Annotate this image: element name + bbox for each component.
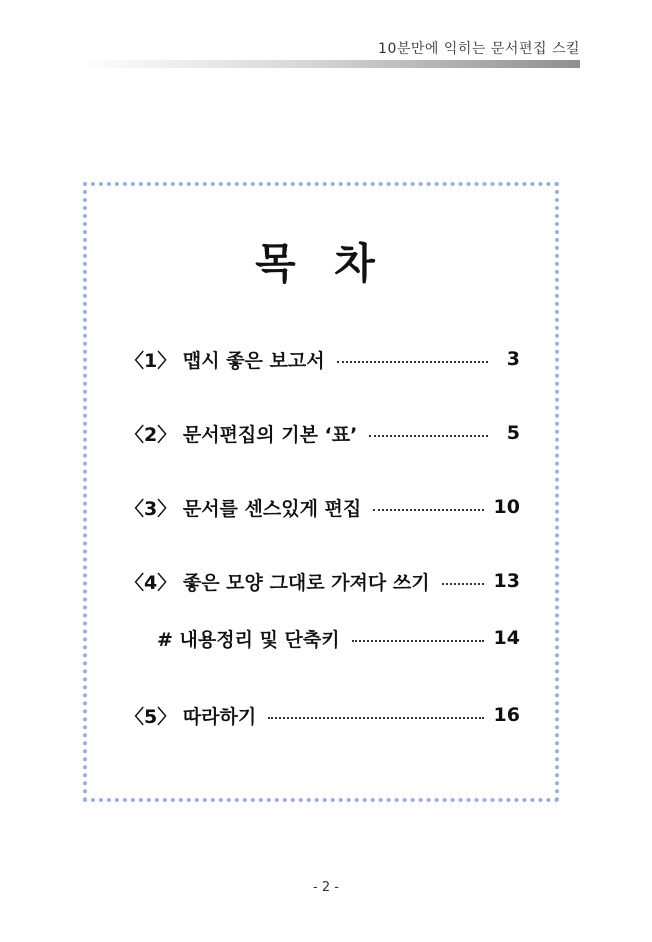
- toc-entry-2[interactable]: [125, 418, 520, 448]
- toc-entry-4[interactable]: [125, 566, 520, 596]
- toc-entry-label: # 내용정리 및 단축키: [157, 628, 340, 651]
- toc-frame: [83, 182, 559, 802]
- toc-leader-dots: [352, 640, 484, 642]
- toc-entry-label: 〈4〉 좋은 모양 그대로 가져다 쓰기: [125, 571, 430, 594]
- toc-entry-page: 13: [493, 570, 520, 592]
- toc-leader-dots: [337, 361, 488, 363]
- toc-entry-label: 〈3〉 문서를 센스있게 편집: [125, 497, 362, 520]
- toc-entry-1[interactable]: [125, 344, 520, 374]
- toc-entry-page: 16: [493, 704, 520, 726]
- toc-entry-3[interactable]: [125, 492, 520, 522]
- toc-title: 목 차: [255, 239, 387, 288]
- page-number: - 2 -: [313, 880, 339, 895]
- toc-entry-label: 〈5〉 따라하기: [125, 705, 257, 728]
- toc-entry-4-sub[interactable]: [157, 623, 520, 653]
- toc-entry-page: 14: [493, 627, 520, 649]
- toc-entry-page: 10: [493, 496, 520, 518]
- toc-leader-dots: [369, 435, 488, 437]
- toc-entry-page: 3: [506, 348, 520, 370]
- toc-leader-dots: [442, 583, 484, 585]
- toc-entry-5[interactable]: [125, 700, 520, 730]
- toc-leader-dots: [373, 509, 483, 511]
- running-header-title: 10분만에 익히는 문서편집 스킬: [378, 41, 580, 57]
- toc-entry-label: 〈2〉 문서편집의 기본 ‘표’: [125, 423, 358, 446]
- header-gradient-bar: [80, 60, 580, 68]
- toc-entry-label: 〈1〉 맵시 좋은 보고서: [125, 349, 325, 372]
- toc-leader-dots: [268, 717, 483, 719]
- toc-entry-page: 5: [506, 422, 520, 444]
